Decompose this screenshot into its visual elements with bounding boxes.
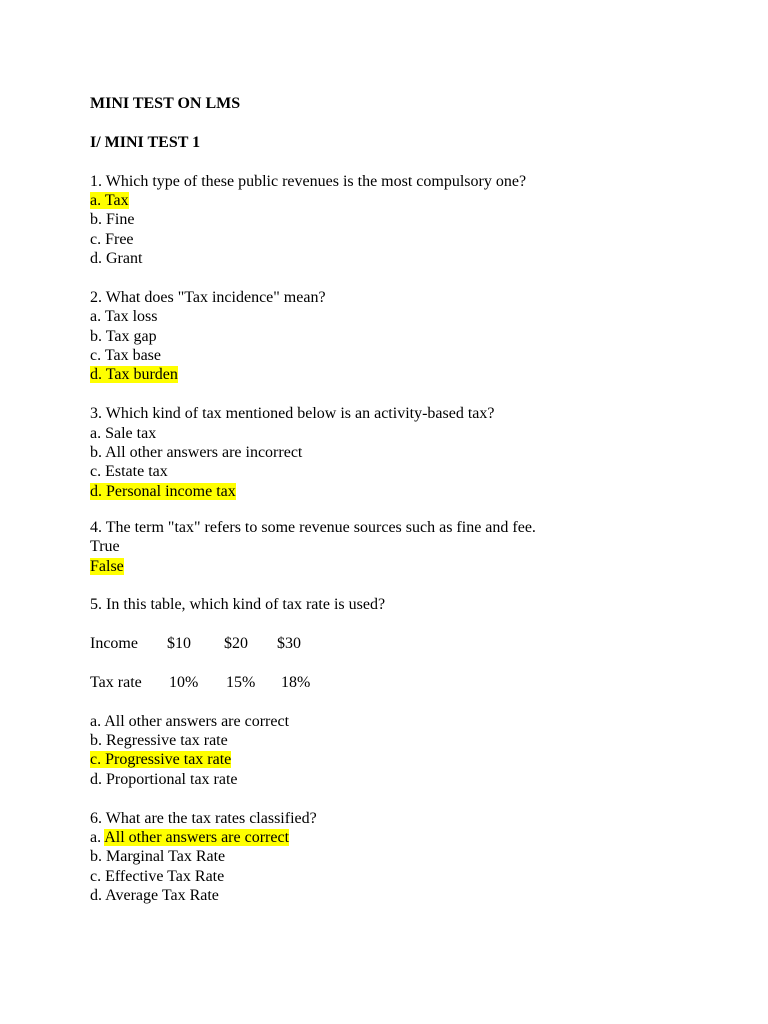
table-cell: Tax rate	[90, 673, 142, 691]
document-page	[90, 94, 730, 906]
question-1	[90, 172, 730, 269]
table-cell: 15%	[226, 673, 256, 691]
answer-option: d. Average Tax Rate	[90, 887, 219, 905]
answer-option-highlighted: All other answers are correct	[104, 829, 290, 847]
answer-option: True	[90, 538, 120, 556]
table-row-income	[90, 634, 730, 653]
table-cell: $10	[167, 635, 191, 653]
table-cell: $30	[277, 635, 301, 653]
question-5	[90, 595, 730, 789]
answer-option: c. Tax base	[90, 347, 161, 365]
table-cell: Income	[90, 635, 138, 653]
answer-option: c. Estate tax	[90, 463, 168, 481]
question-text: 2. What does "Tax incidence" mean?	[90, 288, 326, 306]
table-row-tax-rate	[90, 673, 730, 692]
answer-option: d. Proportional tax rate	[90, 770, 238, 788]
answer-option-highlighted: a. Tax	[90, 191, 129, 209]
answer-option: c. Effective Tax Rate	[90, 867, 225, 885]
table-cell: $20	[224, 635, 248, 653]
question-text: 6. What are the tax rates classified?	[90, 809, 317, 827]
answer-option: c. Free	[90, 230, 134, 248]
answer-option: a. Sale tax	[90, 424, 157, 442]
answer-option-highlighted: d. Personal income tax	[90, 482, 236, 500]
question-4	[90, 518, 730, 576]
section-heading: I/ MINI TEST 1	[90, 133, 201, 151]
answer-option: b. Tax gap	[90, 327, 157, 345]
answer-option-prefix: a.	[90, 829, 105, 847]
question-text: 4. The term "tax" refers to some revenue sources such as fine and fee.	[90, 518, 536, 536]
question-3	[90, 404, 730, 501]
table-cell: 10%	[169, 673, 199, 691]
question-text: 3. Which kind of tax mentioned below is an activity-based tax?	[90, 405, 495, 423]
answer-option: b. Marginal Tax Rate	[90, 848, 226, 866]
question-text: 1. Which type of these public revenues is the most compulsory one?	[90, 172, 527, 190]
question-6	[90, 809, 730, 906]
answer-option: d. Grant	[90, 250, 143, 268]
question-2	[90, 288, 730, 385]
answer-option-highlighted: False	[90, 557, 124, 575]
answer-option-highlighted: d. Tax burden	[90, 366, 178, 384]
answer-option: a. All other answers are correct	[90, 712, 290, 730]
answer-option: a. Tax loss	[90, 308, 158, 326]
table-cell: 18%	[281, 673, 311, 691]
document-title: MINI TEST ON LMS	[90, 95, 241, 112]
answer-option-highlighted: c. Progressive tax rate	[90, 751, 232, 769]
answer-option: b. All other answers are incorrect	[90, 444, 303, 462]
answer-option: b. Fine	[90, 211, 135, 229]
answer-option: b. Regressive tax rate	[90, 732, 228, 750]
question-text: 5. In this table, which kind of tax rate is used?	[90, 596, 386, 614]
